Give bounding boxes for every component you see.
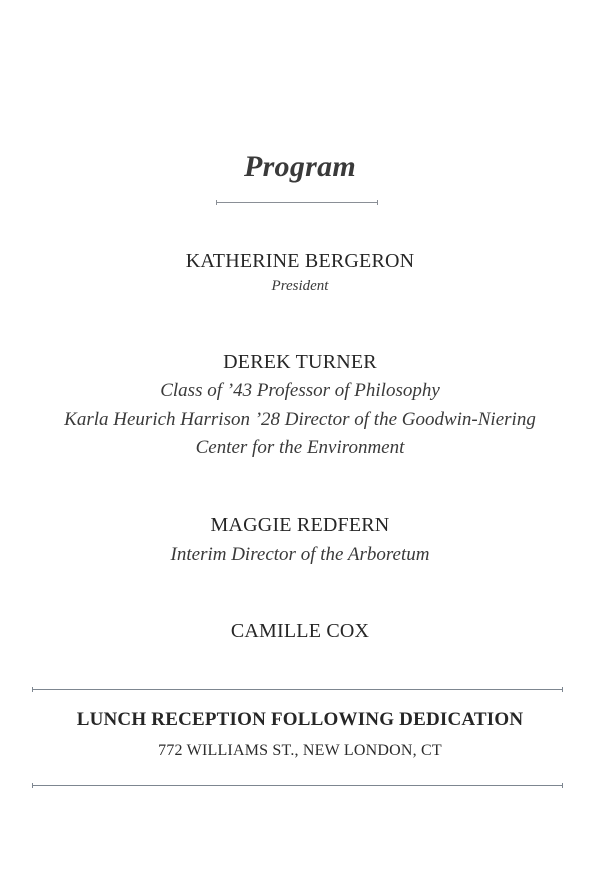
speaker-name: KATHERINE BERGERON	[185, 250, 415, 272]
section-divider-bottom	[32, 785, 563, 786]
reception-heading: LUNCH RECEPTION FOLLOWING DEDICATION	[76, 709, 524, 730]
speaker-title: President	[271, 278, 329, 294]
speaker-name: CAMILLE COX	[230, 620, 370, 642]
speaker-name: DEREK TURNER	[223, 351, 377, 373]
speaker-name: MAGGIE REDFERN	[210, 514, 390, 536]
reception-address: 772 WILLIAMS ST., NEW LONDON, CT	[158, 742, 442, 759]
title-divider	[216, 202, 378, 203]
page-title: Program	[243, 150, 357, 183]
speaker-title: Karla Heurich Harrison ’28 Director of the Goodwin-Niering	[64, 409, 536, 430]
section-divider-top	[32, 689, 563, 690]
speaker-title: Center for the Environment	[195, 437, 405, 458]
speaker-title: Class of ’43 Professor of Philosophy	[160, 380, 440, 401]
speaker-title: Interim Director of the Arboretum	[170, 544, 430, 565]
